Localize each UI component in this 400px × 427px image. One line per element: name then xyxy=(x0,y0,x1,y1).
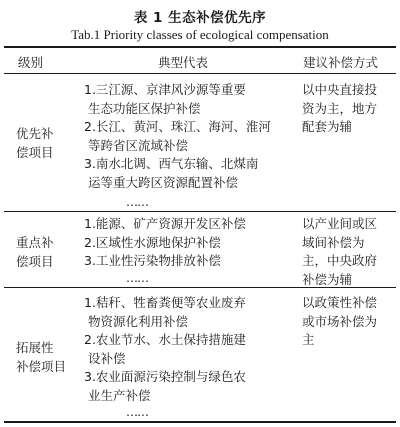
row-method: 以中央直接投 资为主，地方 配套为辅 xyxy=(302,82,378,134)
row-items xyxy=(84,81,271,192)
header-method: 建议补偿方式 xyxy=(303,55,379,70)
row-level: 拓展性 补偿项目 xyxy=(16,340,67,374)
row-ellipsis: …… xyxy=(126,195,148,209)
row-level: 重点补 偿项目 xyxy=(16,235,54,269)
table-title-english: Tab.1 Priority classes of ecological compensation xyxy=(71,27,329,42)
table-title-chinese: 表 1 生态补偿优先序 xyxy=(133,10,267,26)
row-divider xyxy=(4,287,396,288)
list-item: 1.三江源、京津风沙源等重要 生态功能区保护补偿 xyxy=(84,82,246,116)
row-divider xyxy=(4,211,396,212)
bottom-rule xyxy=(4,421,396,423)
row-level: 优先补 偿项目 xyxy=(16,126,54,160)
list-item: 1.能源、矿产资源开发区补偿 xyxy=(84,216,246,231)
row-ellipsis: …… xyxy=(126,271,148,285)
row-method: 以政策性补偿 或市场补偿为 主 xyxy=(302,295,378,347)
header-level: 级别 xyxy=(18,55,44,70)
header-rule xyxy=(4,73,396,74)
top-rule xyxy=(4,46,396,48)
list-item: 2.长江、黄河、珠江、海河、淮河 等跨省区流域补偿 xyxy=(84,119,271,153)
list-item: 3.南水北调、西气东输、北煤南 运等重大跨区资源配置补偿 xyxy=(84,156,259,190)
list-item: 2.区域性水源地保护补偿 xyxy=(84,234,221,250)
row-method: 以产业间或区 域间补偿为 主，中央政府 补偿为辅 xyxy=(302,216,378,287)
header-representatives: 典型代表 xyxy=(158,55,209,70)
list-item: 1.秸秆、牲畜粪便等农业废弃 物资源化利用补偿 xyxy=(84,295,246,329)
row-items xyxy=(84,215,246,271)
list-item: 3.工业性污染物排放补偿 xyxy=(84,253,221,268)
row-ellipsis: …… xyxy=(126,405,148,419)
row-items xyxy=(84,294,246,405)
list-item: 2.农业节水、水土保持措施建 设补偿 xyxy=(84,332,246,366)
list-item: 3.农业面源污染控制与绿色农 业生产补偿 xyxy=(84,369,246,403)
